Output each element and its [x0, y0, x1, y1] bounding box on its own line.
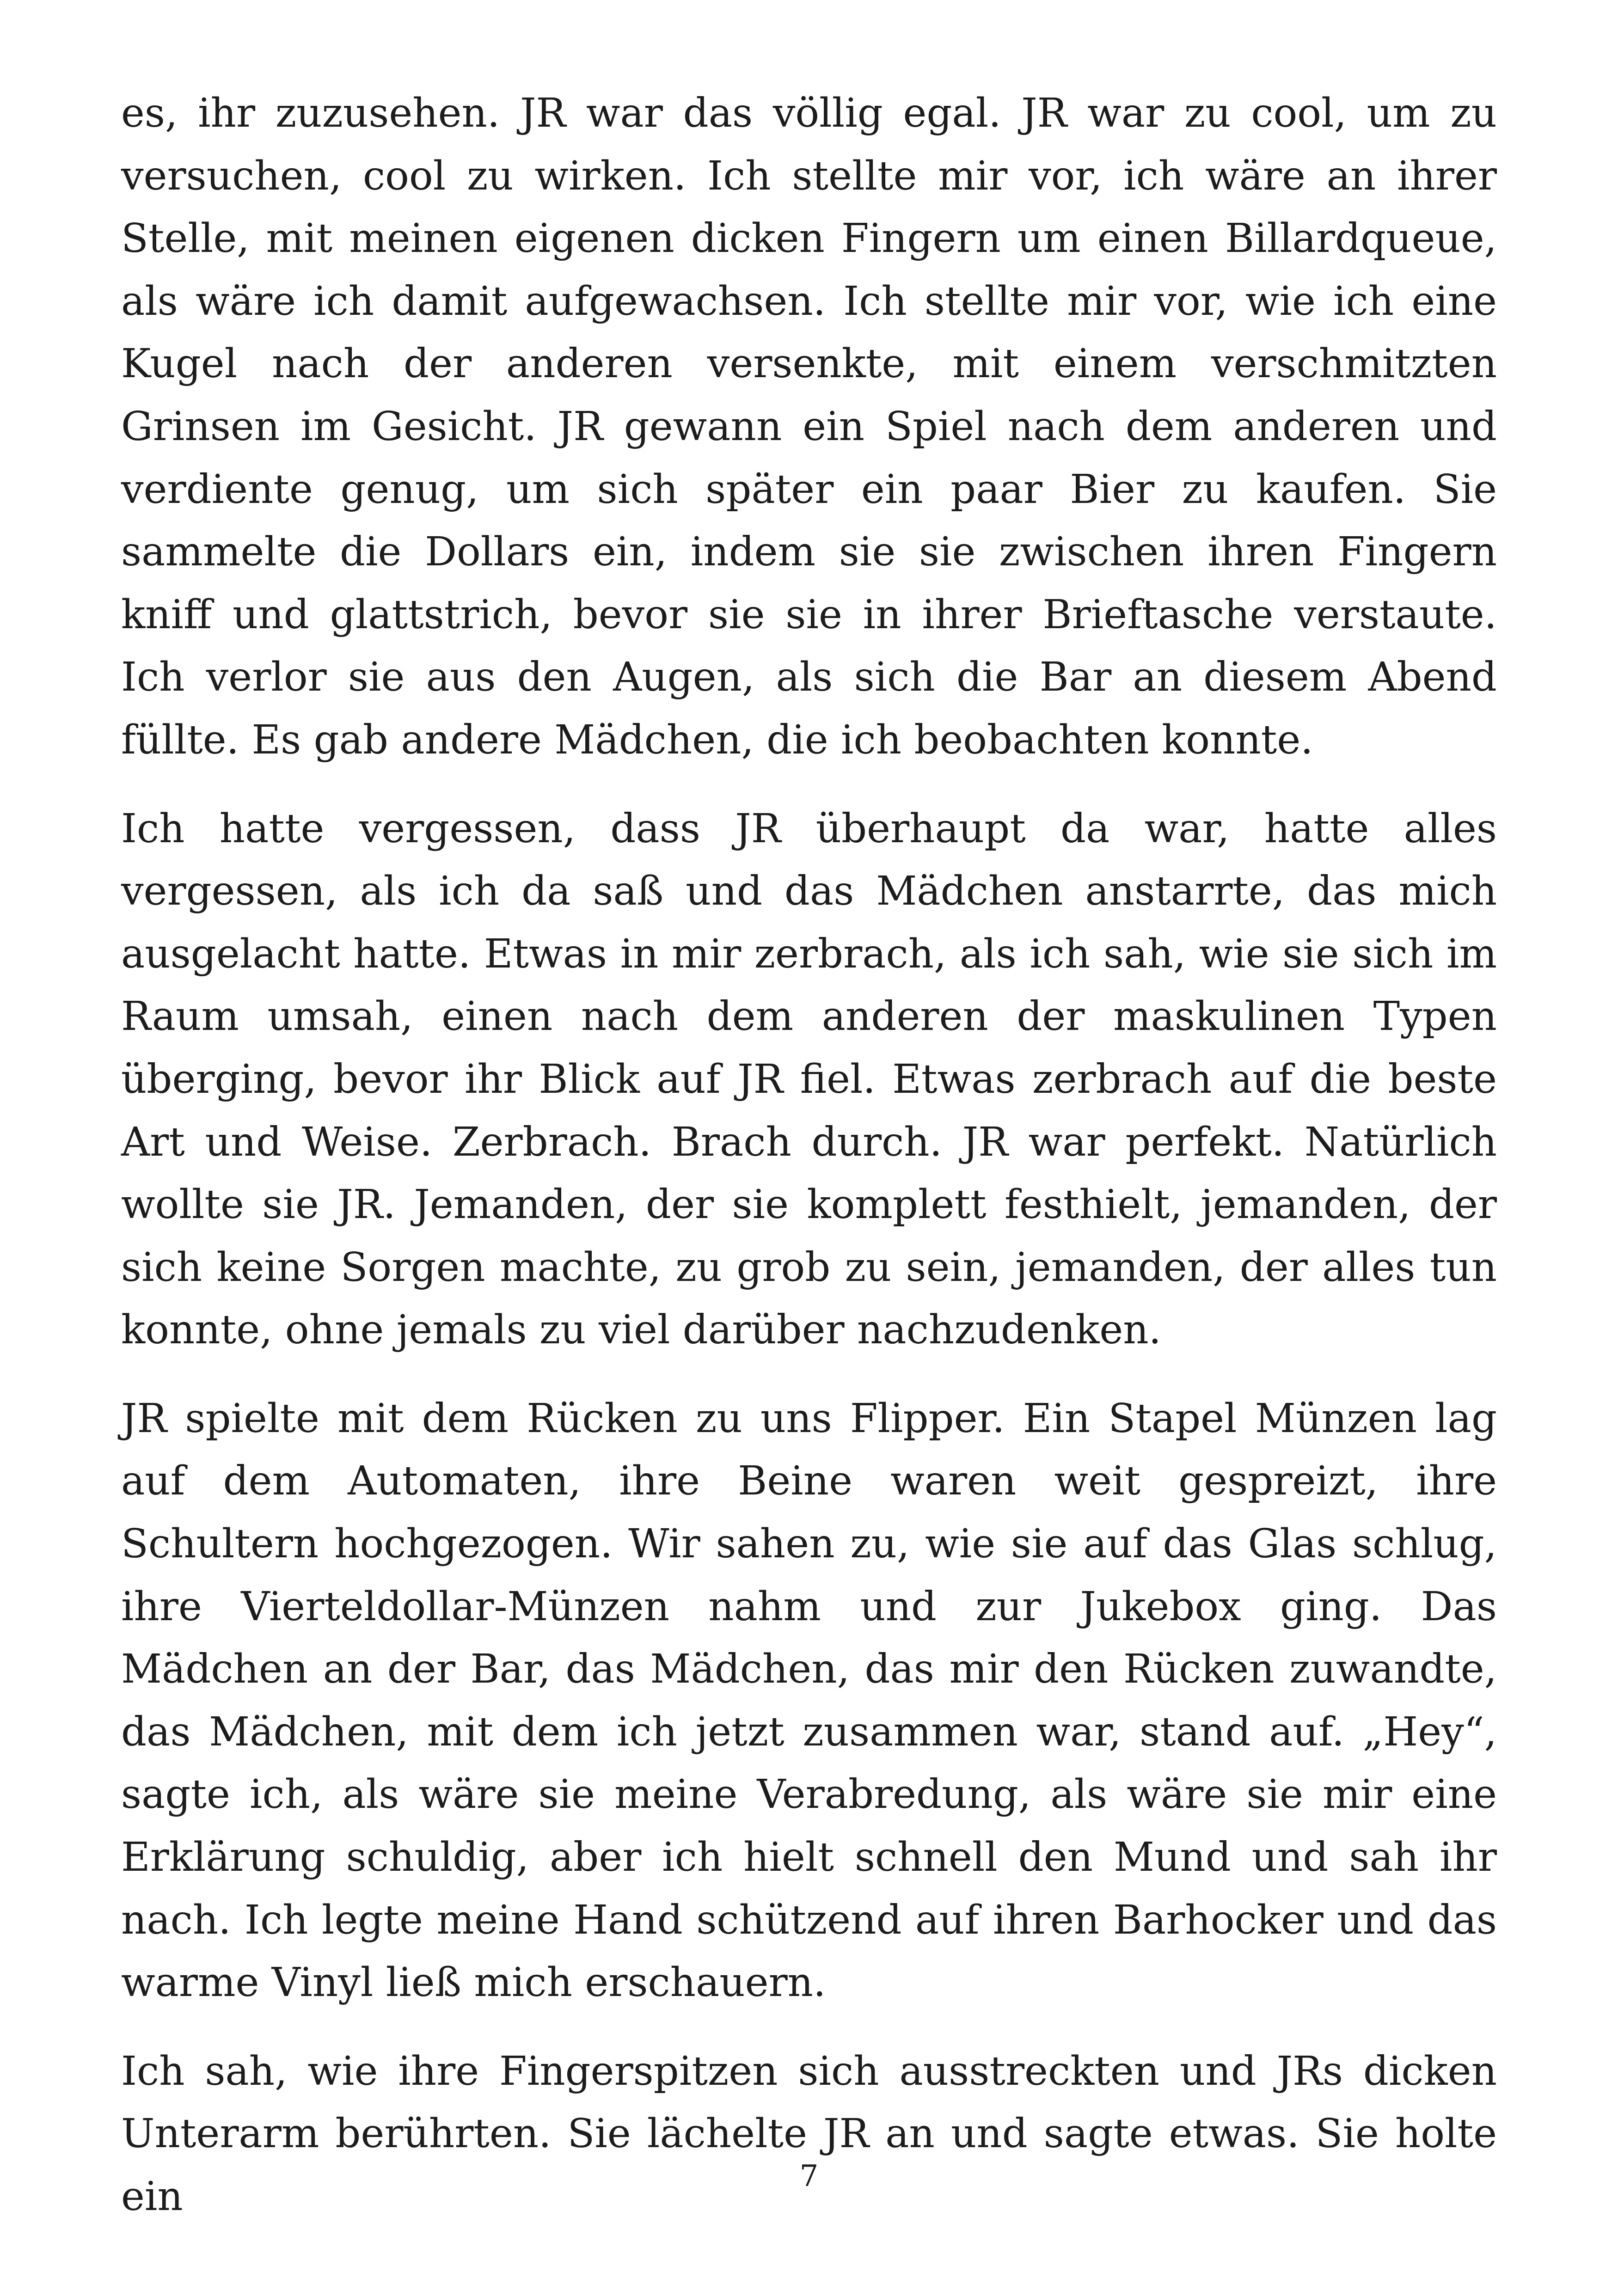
page-number: 7 — [799, 2159, 819, 2193]
paragraph-3: JR spielte mit dem Rücken zu uns Flipper. Ein Stapel Münzen lag auf dem Automaten, ihre Beine waren weit gespreizt, ihre Schultern hochgezogen. Wir sahen zu, wie sie auf das Glas schlug, ihre Vierteldollar-Münzen nahm und zur Jukebox ging. Das Mädchen an der Bar, das Mädchen, das mir den Rücken zuwandte, das Mädchen, mit dem ich jetzt zusammen war, stand auf. „Hey“, sagte ich, als wäre sie meine Verabredung, als wäre sie mir eine Erklärung schuldig, aber ich hielt schnell den Mund und sah ihr nach. Ich legte meine Hand schützend auf ihren Barhocker und das warme Vinyl ließ mich erschauern. — [121, 1395, 1497, 2006]
paragraph-1: es, ihr zuzusehen. JR war das völlig egal. JR war zu cool, um zu versuchen, cool zu wirken. Ich stellte mir vor, ich wäre an ihrer Stelle, mit meinen eigenen dicken Fingern um einen Billardqueue, als wäre ich damit aufgewachsen. Ich stellte mir vor, wie ich eine Kugel nach der anderen versenkte, mit einem verschmitzten Grinsen im Gesicht. JR gewann ein Spiel nach dem anderen und verdiente genug, um sich später ein paar Bier zu kaufen. Sie sammelte die Dollars ein, indem sie sie zwischen ihren Fingern kniff und glattstrich, bevor sie sie in ihrer Brieftasche verstaute. Ich verlor sie aus den Augen, als sich die Bar an diesem Abend füllte. Es gab andere Mädchen, die ich beobachten konnte. — [121, 90, 1497, 763]
body-text — [121, 82, 1497, 2254]
paragraph-4: Ich sah, wie ihre Fingerspitzen sich ausstreckten und JRs dicken Unterarm berührten. Sie lächelte JR an und sagte etwas. Sie holte ein — [121, 2048, 1497, 2220]
paragraph-2: Ich hatte vergessen, dass JR überhaupt da war, hatte alles vergessen, als ich da saß und das Mädchen anstarrte, das mich ausgelacht hatte. Etwas in mir zerbrach, als ich sah, wie sie sich im Raum umsah, einen nach dem anderen der maskulinen Typen überging, bevor ihr Blick auf JR fiel. Etwas zerbrach auf die beste Art und Weise. Zerbrach. Brach durch. JR war perfekt. Natürlich wollte sie JR. Jemanden, der sie komplett festhielt, jemanden, der sich keine Sorgen machte, zu grob zu sein, jemanden, der alles tun konnte, ohne jemals zu viel darüber nachzudenken. — [121, 805, 1497, 1353]
